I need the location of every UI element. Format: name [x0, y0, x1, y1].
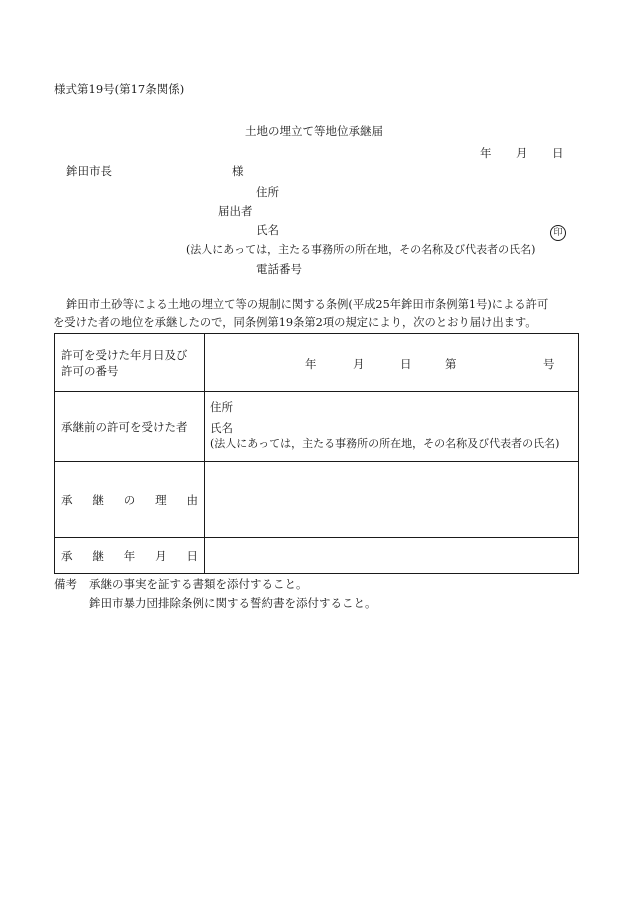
date-char-1: 承 — [61, 548, 73, 563]
succession-reason-label — [55, 462, 205, 538]
date-char-2: 継 — [92, 548, 104, 563]
date-month-label: 月 — [516, 146, 528, 160]
succession-reason-value-cell[interactable] — [205, 462, 579, 538]
date-year-label: 年 — [480, 146, 492, 160]
addressee-mayor: 鉾田市長 — [66, 164, 112, 178]
reason-char-4: 理 — [155, 492, 167, 507]
date-char-3: 年 — [123, 548, 136, 563]
remarks-item-1: 承継の事実を証する書類を添付すること。 — [89, 577, 308, 591]
date-day-label: 日 — [552, 146, 564, 160]
permit-info-label-cell — [55, 334, 205, 392]
reason-char-2: 継 — [92, 492, 104, 507]
succession-date-value-cell[interactable] — [205, 538, 579, 574]
date-char-4: 月 — [155, 548, 167, 563]
permit-year-label: 年 — [305, 357, 317, 371]
previous-holder-name-label: 氏名 — [210, 421, 233, 435]
remarks-label: 備考 — [54, 577, 77, 591]
body-line-2: を受けた者の地位を承継したので，同条例第19条第2項の規定により，次のとおり届け出ます。 — [53, 316, 537, 329]
permit-info-value-cell[interactable] — [205, 334, 579, 392]
notifier-corp-note: (法人にあっては，主たる事務所の所在地，その名称及び代表者の氏名) — [186, 243, 536, 256]
previous-holder-corp-note: (法人にあっては，主たる事務所の所在地，その名称及び代表者の氏名) — [210, 437, 560, 450]
permit-go-label: 号 — [543, 357, 555, 371]
notifier-name-label: 氏名 — [256, 223, 279, 237]
notifier-phone-label: 電話番号 — [256, 262, 302, 276]
row-previous-holder — [55, 392, 579, 462]
notifier-address-label: 住所 — [256, 185, 279, 199]
row-succession-reason — [55, 462, 579, 538]
succession-form-table — [54, 333, 579, 574]
previous-holder-value-cell[interactable] — [205, 392, 579, 462]
permit-month-label: 月 — [353, 357, 365, 371]
row-succession-date — [55, 538, 579, 574]
permit-info-label-line-1: 許可を受けた年月日及び — [61, 347, 188, 362]
seal-mark: 印 — [550, 225, 566, 241]
reason-char-3: の — [123, 492, 136, 507]
previous-holder-label: 承継前の許可を受けた者 — [55, 392, 205, 462]
permit-dai-label: 第 — [445, 357, 457, 371]
body-line-1: 鉾田市土砂等による土地の埋立て等の規制に関する条例(平成25年鉾田市条例第1号)による許可 — [66, 298, 549, 311]
reason-char-1: 承 — [61, 492, 73, 507]
succession-date-label — [55, 538, 205, 574]
previous-holder-address-label: 住所 — [210, 400, 233, 414]
form-number: 様式第19号(第17条関係) — [54, 82, 185, 96]
permit-info-label-line-2: 許可の番号 — [61, 363, 119, 378]
addressee-honorific: 様 — [232, 164, 244, 178]
reason-char-5: 由 — [186, 492, 198, 507]
remarks-item-2: 鉾田市暴力団排除条例に関する誓約書を添付すること。 — [89, 596, 377, 610]
date-char-5: 日 — [186, 548, 198, 563]
permit-day-label: 日 — [400, 357, 412, 371]
document-title: 土地の埋立て等地位承継届 — [245, 124, 383, 138]
row-permit-info — [55, 334, 579, 392]
notifier-label: 届出者 — [218, 204, 253, 218]
